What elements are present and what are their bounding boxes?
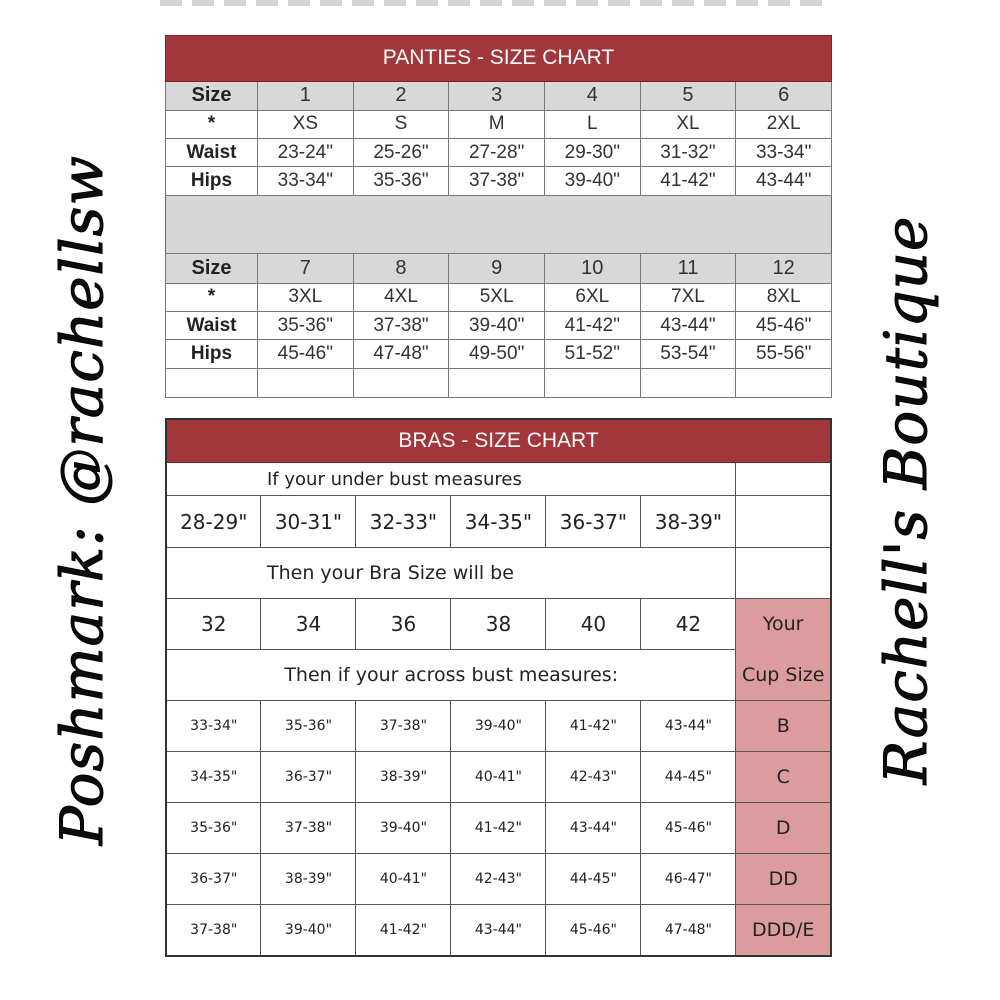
- alpha-size-cell: XL: [640, 110, 736, 138]
- table-row: [166, 254, 832, 283]
- across-cell: 44-45": [546, 854, 641, 905]
- poshmark-watermark: Poshmark: @rachellsw: [48, 154, 116, 846]
- bras-size-chart: [165, 418, 832, 957]
- waist-cell: 39-40": [449, 312, 545, 340]
- across-cell: 44-45": [641, 752, 736, 803]
- hips-cell: 49-50": [449, 340, 545, 368]
- table-row: [166, 463, 831, 496]
- alpha-size-cell: 4XL: [353, 283, 449, 311]
- size-cell: 9: [449, 254, 545, 283]
- panties-size-chart: [165, 35, 832, 398]
- row-label-waist: Waist: [166, 312, 258, 340]
- across-cell: 37-38": [356, 701, 451, 752]
- hips-cell: 53-54": [640, 340, 736, 368]
- table-row: [166, 340, 832, 368]
- size-cell: 4: [544, 81, 640, 110]
- waist-cell: 45-46": [736, 312, 832, 340]
- size-cell: 12: [736, 254, 832, 283]
- size-cell: 5: [640, 81, 736, 110]
- bra-size-cell: 32: [166, 599, 261, 650]
- waist-cell: 23-24": [258, 139, 354, 167]
- across-cell: 36-37": [166, 854, 261, 905]
- across-cell: 43-44": [451, 905, 546, 956]
- table-row: [166, 283, 832, 311]
- cup-size-cell: C: [736, 752, 831, 803]
- across-cell: 38-39": [356, 752, 451, 803]
- bra-size-label: Then your Bra Size will be: [166, 548, 736, 599]
- table-row: [166, 548, 831, 599]
- across-cell: 35-36": [166, 803, 261, 854]
- across-cell: 43-44": [546, 803, 641, 854]
- across-cell: 34-35": [166, 752, 261, 803]
- bra-size-cell: 42: [641, 599, 736, 650]
- hips-cell: 45-46": [258, 340, 354, 368]
- across-cell: 33-34": [166, 701, 261, 752]
- bra-size-cell: 36: [356, 599, 451, 650]
- size-cell: 1: [258, 81, 354, 110]
- bras-title: BRAS - SIZE CHART: [166, 419, 831, 463]
- cup-header-cup-size: Cup Size: [736, 650, 831, 701]
- hips-cell: 55-56": [736, 340, 832, 368]
- cup-size-cell: D: [736, 803, 831, 854]
- table-row: [166, 803, 831, 854]
- table-row: [166, 167, 832, 195]
- alpha-size-cell: 2XL: [736, 110, 832, 138]
- table-row: [166, 496, 831, 548]
- alpha-size-cell: 7XL: [640, 283, 736, 311]
- cup-header-your: Your: [736, 599, 831, 650]
- waist-cell: 25-26": [353, 139, 449, 167]
- size-cell: 11: [640, 254, 736, 283]
- across-cell: 41-42": [451, 803, 546, 854]
- under-bust-cell: 32-33": [356, 496, 451, 548]
- across-cell: 40-41": [451, 752, 546, 803]
- under-bust-cell: 30-31": [261, 496, 356, 548]
- hips-cell: 37-38": [449, 167, 545, 195]
- row-label-waist: Waist: [166, 139, 258, 167]
- hips-cell: 43-44": [736, 167, 832, 195]
- boutique-watermark: Rachell's Boutique: [872, 215, 940, 785]
- waist-cell: 29-30": [544, 139, 640, 167]
- row-label-alpha: *: [166, 283, 258, 311]
- top-cropped-strip: [160, 0, 832, 6]
- across-cell: 36-37": [261, 752, 356, 803]
- alpha-size-cell: 3XL: [258, 283, 354, 311]
- across-cell: 39-40": [356, 803, 451, 854]
- waist-cell: 33-34": [736, 139, 832, 167]
- across-cell: 35-36": [261, 701, 356, 752]
- across-cell: 46-47": [641, 854, 736, 905]
- table-row: [166, 854, 831, 905]
- waist-cell: 31-32": [640, 139, 736, 167]
- hips-cell: 33-34": [258, 167, 354, 195]
- under-bust-cell: 36-37": [546, 496, 641, 548]
- size-cell: 6: [736, 81, 832, 110]
- across-cell: 45-46": [641, 803, 736, 854]
- table-row: [166, 650, 831, 701]
- across-cell: 42-43": [546, 752, 641, 803]
- bra-size-cell: 38: [451, 599, 546, 650]
- empty-row: [166, 368, 832, 397]
- cup-size-cell: B: [736, 701, 831, 752]
- hips-cell: 41-42": [640, 167, 736, 195]
- table-row: [166, 905, 831, 956]
- across-cell: 38-39": [261, 854, 356, 905]
- hips-cell: 35-36": [353, 167, 449, 195]
- across-cell: 43-44": [641, 701, 736, 752]
- alpha-size-cell: M: [449, 110, 545, 138]
- across-cell: 41-42": [356, 905, 451, 956]
- size-cell: 3: [449, 81, 545, 110]
- across-cell: 37-38": [166, 905, 261, 956]
- under-bust-cell: 38-39": [641, 496, 736, 548]
- cup-size-cell: DD: [736, 854, 831, 905]
- across-cell: 39-40": [451, 701, 546, 752]
- waist-cell: 43-44": [640, 312, 736, 340]
- bra-size-cell: 34: [261, 599, 356, 650]
- hips-cell: 51-52": [544, 340, 640, 368]
- cup-size-cell: DDD/E: [736, 905, 831, 956]
- hips-cell: 39-40": [544, 167, 640, 195]
- row-label-alpha: *: [166, 110, 258, 138]
- row-label-hips: Hips: [166, 167, 258, 195]
- across-cell: 42-43": [451, 854, 546, 905]
- table-row: [166, 81, 832, 110]
- table-row: [166, 139, 832, 167]
- table-row: [166, 599, 831, 650]
- row-label-hips: Hips: [166, 340, 258, 368]
- table-row: [166, 110, 832, 138]
- row-label-size: Size: [166, 254, 258, 283]
- row-label-size: Size: [166, 81, 258, 110]
- across-cell: 41-42": [546, 701, 641, 752]
- waist-cell: 27-28": [449, 139, 545, 167]
- waist-cell: 41-42": [544, 312, 640, 340]
- waist-cell: 35-36": [258, 312, 354, 340]
- table-row: [166, 701, 831, 752]
- across-cell: 47-48": [641, 905, 736, 956]
- waist-cell: 37-38": [353, 312, 449, 340]
- alpha-size-cell: 5XL: [449, 283, 545, 311]
- size-cell: 8: [353, 254, 449, 283]
- across-bust-label: Then if your across bust measures:: [166, 650, 736, 701]
- size-cell: 10: [544, 254, 640, 283]
- panties-title: PANTIES - SIZE CHART: [166, 36, 832, 82]
- table-row: [166, 752, 831, 803]
- under-bust-label: If your under bust measures: [166, 463, 736, 496]
- table-row: [166, 312, 832, 340]
- alpha-size-cell: 6XL: [544, 283, 640, 311]
- alpha-size-cell: 8XL: [736, 283, 832, 311]
- across-cell: 37-38": [261, 803, 356, 854]
- across-cell: 40-41": [356, 854, 451, 905]
- under-bust-cell: 34-35": [451, 496, 546, 548]
- under-bust-cell: 28-29": [166, 496, 261, 548]
- alpha-size-cell: XS: [258, 110, 354, 138]
- alpha-size-cell: S: [353, 110, 449, 138]
- across-cell: 39-40": [261, 905, 356, 956]
- size-cell: 7: [258, 254, 354, 283]
- size-cell: 2: [353, 81, 449, 110]
- across-cell: 45-46": [546, 905, 641, 956]
- bra-size-cell: 40: [546, 599, 641, 650]
- hips-cell: 47-48": [353, 340, 449, 368]
- alpha-size-cell: L: [544, 110, 640, 138]
- separator-band: [166, 195, 832, 254]
